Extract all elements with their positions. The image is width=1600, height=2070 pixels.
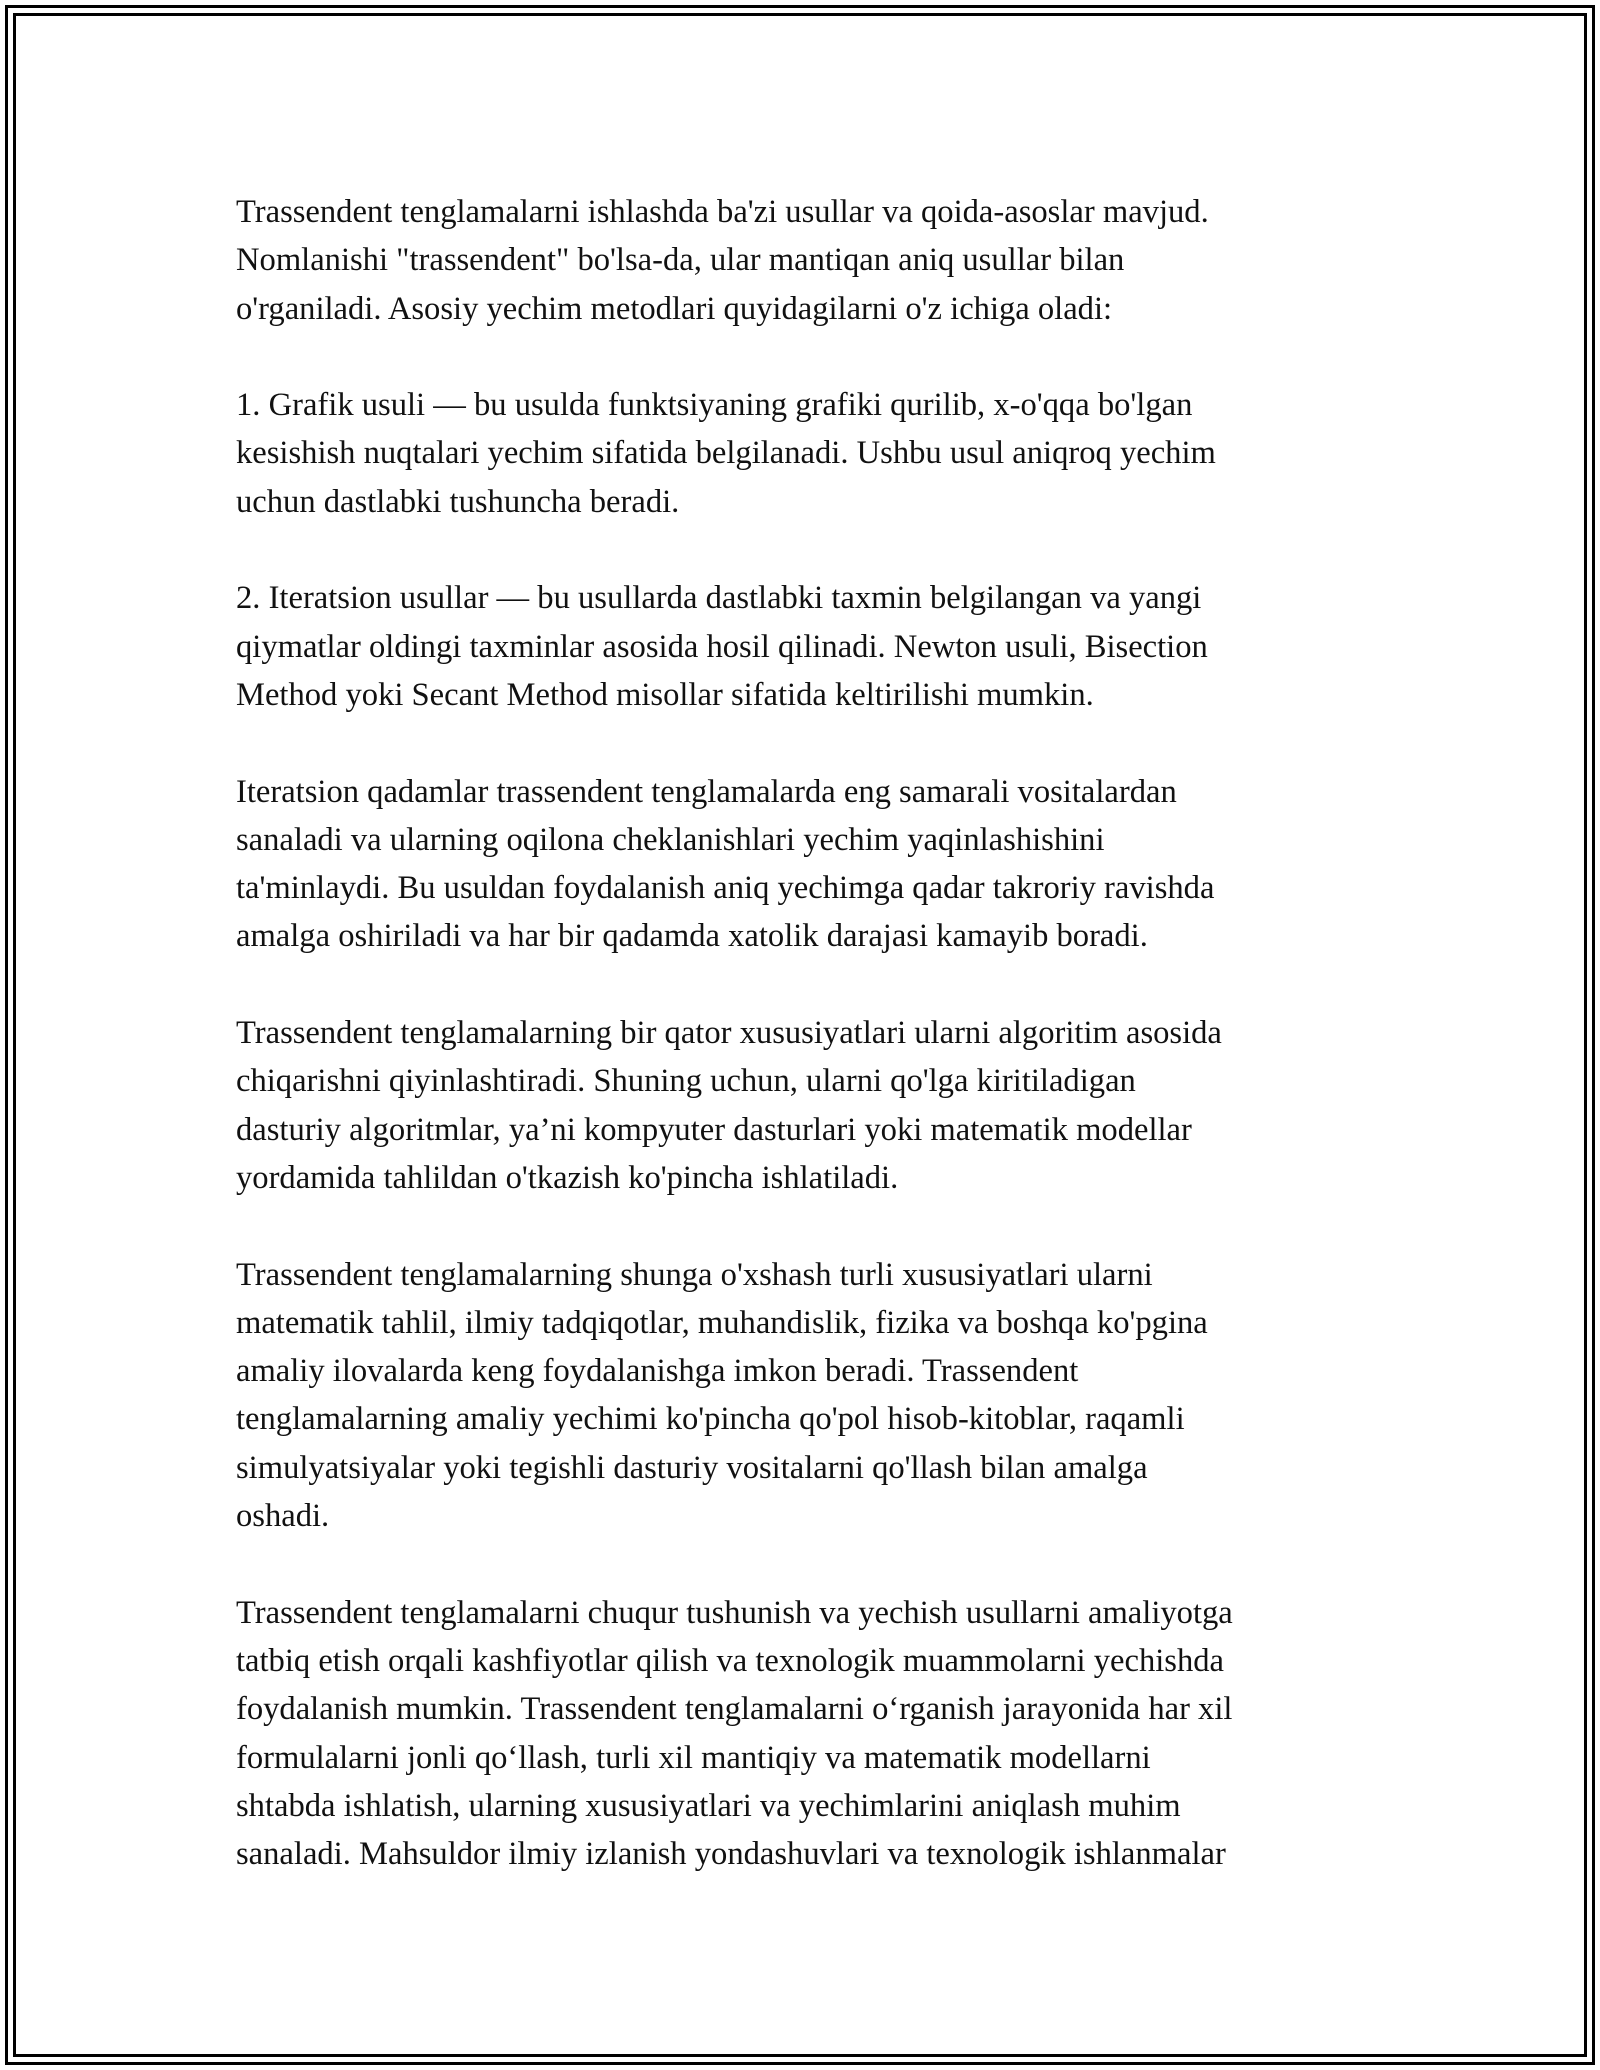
text-line: tenglamalarning amaliy yechimi ko'pincha qo'pol hisob-kitoblar, raqamli xyxy=(236,1401,1185,1438)
text-line: foydalanish mumkin. Trassendent tenglamalarni o‘rganish jarayonida har xil xyxy=(236,1691,1233,1728)
paragraph-properties xyxy=(236,1009,1366,1202)
text-line: tatbiq etish orqali kashfiyotlar qilish va texnologik muammolarni yechishda xyxy=(236,1642,1225,1679)
text-line: oshadi. xyxy=(236,1498,330,1535)
text-line: amalga oshiriladi va har bir qadamda xatolik darajasi kamayib boradi. xyxy=(236,918,1148,955)
text-line: amaliy ilovalarda keng foydalanishga imkon beradi. Trassendent xyxy=(236,1353,1079,1390)
text-line: yordamida tahlildan o'tkazish ko'pincha ishlatiladi. xyxy=(236,1159,899,1196)
text-line: matematik tahlil, ilmiy tadqiqotlar, muhandislik, fizika va boshqa ko'pgina xyxy=(236,1304,1208,1341)
text-line: Nomlanishi "trassendent" bo'lsa-da, ular mantiqan aniq usullar bilan xyxy=(236,242,1125,279)
text-line: ta'minlaydi. Bu usuldan foydalanish aniq yechimga qadar takroriy ravishda xyxy=(236,870,1215,907)
text-line: sanaladi va ularning oqilona cheklanishlari yechim yaqinlashishini xyxy=(236,821,1105,858)
text-line: Iteratsion qadamlar trassendent tenglamalarda eng samarali vositalardan xyxy=(236,773,1177,810)
paragraph-iteration-steps xyxy=(236,768,1366,961)
text-line: simulyatsiyalar yoki tegishli dasturiy vositalarni qo'llash bilan amalga xyxy=(236,1449,1148,1486)
text-line: 2. Iteratsion usullar — bu usullarda dastlabki taxmin belgilangan va yangi xyxy=(236,580,1202,617)
paragraph-conclusion xyxy=(236,1589,1366,1879)
text-line: sanaladi. Mahsuldor ilmiy izlanish yondashuvlari va texnologik ishlanmalar xyxy=(236,1836,1226,1873)
paragraph-intro xyxy=(236,188,1366,333)
text-line: chiqarishni qiyinlashtiradi. Shuning uchun, ularni qo'lga kiritiladigan xyxy=(236,1063,1136,1100)
text-line: Trassendent tenglamalarni chuqur tushunish va yechish usullarni amaliyotga xyxy=(236,1594,1233,1631)
paragraph-iterative-methods xyxy=(236,574,1366,719)
text-line: formulalarni jonli qo‘llash, turli xil mantiqiy va matematik modellarni xyxy=(236,1739,1151,1776)
paragraph-applications xyxy=(236,1251,1366,1541)
text-line: Trassendent tenglamalarni ishlashda ba'zi usullar va qoida-asoslar mavjud. xyxy=(236,194,1209,230)
text-line: o'rganiladi. Asosiy yechim metodlari quyidagilarni o'z ichiga oladi: xyxy=(236,290,1113,327)
text-line: 1. Grafik usuli — bu usulda funktsiyaning grafiki qurilib, x-o'qqa bo'lgan xyxy=(236,387,1193,424)
paragraph-graphic-method xyxy=(236,381,1366,526)
text-line: shtabda ishlatish, ularning xususiyatlari va yechimlarini aniqlash muhim xyxy=(236,1787,1181,1824)
text-line: Trassendent tenglamalarning bir qator xususiyatlari ularni algoritim asosida xyxy=(236,1015,1222,1052)
document-body xyxy=(236,188,1366,1927)
text-line: dasturiy algoritmlar, ya’ni kompyuter dasturlari yoki matematik modellar xyxy=(236,1111,1192,1148)
text-line: Trassendent tenglamalarning shunga o'xshash turli xususiyatlari ularni xyxy=(236,1256,1153,1293)
text-line: kesishish nuqtalari yechim sifatida belgilanadi. Ushbu usul aniqroq yechim xyxy=(236,435,1216,472)
text-line: Method yoki Secant Method misollar sifatida keltirilishi mumkin. xyxy=(236,676,1094,713)
text-line: qiymatlar oldingi taxminlar asosida hosil qilinadi. Newton usuli, Bisection xyxy=(236,628,1208,665)
text-line: uchun dastlabki tushuncha beradi. xyxy=(236,483,680,520)
